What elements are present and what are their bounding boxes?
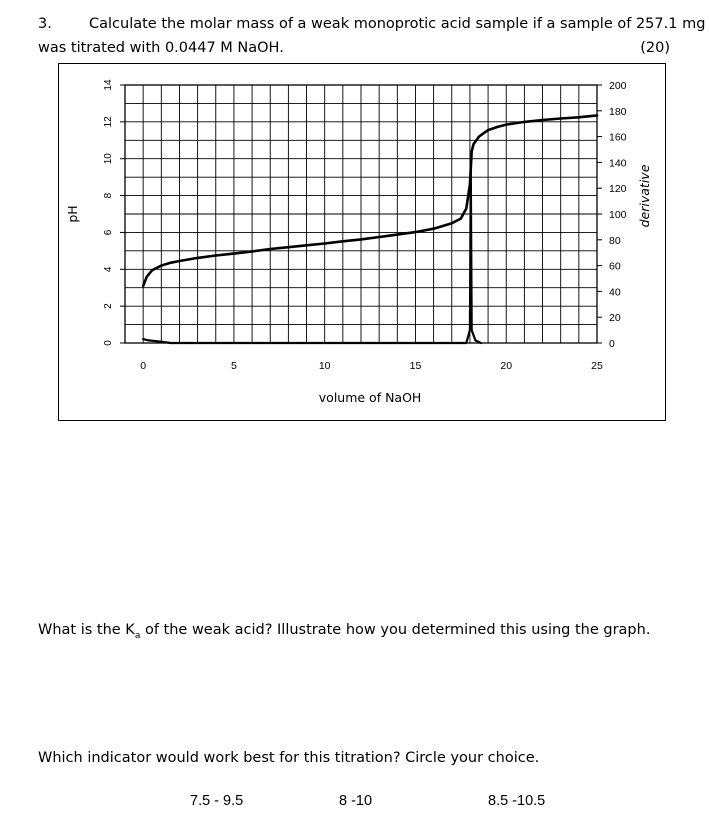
ka-question-pre: What is the K [38,622,135,638]
ka-question [38,622,650,641]
ka-question-post: of the weak acid? Illustrate how you determined this using the graph. [140,622,651,638]
x-tick-label: 25 [591,360,603,372]
y2-tick-label: 20 [609,312,621,325]
y2-tick-label: 160 [609,131,627,144]
y2-axis-label: derivative [637,164,652,228]
y-tick-label: 6 [103,229,114,236]
x-tick-label: 15 [409,360,422,372]
y2-tick-label: 60 [609,260,621,273]
indicator-choice-3[interactable]: 8.5 -10.5 [488,793,546,809]
indicator-question: Which indicator would work best for this titration? Circle your choice. [38,750,540,766]
y2-tick-label: 100 [609,209,627,221]
y-tick-label: 0 [103,340,114,346]
ph-series-line [143,115,597,286]
question-text-line-1: Calculate the molar mass of a weak monoprotic acid sample if a sample of 257.1 mg [89,16,706,32]
y-tick-label: 10 [103,153,114,165]
derivative-series-line [143,171,481,343]
y2-tick-label: 40 [609,286,621,299]
x-tick-label: 5 [231,360,237,372]
y-tick-label: 12 [103,116,114,128]
indicator-choice-2[interactable]: 8 -10 [339,793,373,809]
y2-tick-label: 120 [609,183,627,196]
x-tick-label: 20 [500,360,513,372]
question-points: (20) [640,40,670,56]
titration-graph [58,63,666,421]
y-tick-label: 8 [103,192,114,199]
x-tick-label: 0 [140,360,147,372]
ka-subscript: a [134,630,141,641]
indicator-choice-1[interactable]: 7.5 - 9.5 [190,793,244,809]
question-text-line-2: was titrated with 0.0447 M NaOH. [38,40,284,56]
y2-tick-label: 140 [609,157,627,170]
y2-tick-label: 180 [609,105,627,118]
y-axis-label: pH [65,205,80,223]
x-tick-label: 10 [318,360,331,372]
y-tick-label: 4 [103,266,114,273]
x-axis-label: volume of NaOH [318,390,422,405]
y2-tick-label: 80 [609,234,621,247]
y-tick-label: 2 [103,303,114,309]
y-tick-label: 14 [103,79,114,91]
y2-tick-label: 0 [609,338,615,350]
titration-chart [59,64,664,419]
question-number: 3. [38,16,52,32]
y2-tick-label: 200 [609,80,627,92]
